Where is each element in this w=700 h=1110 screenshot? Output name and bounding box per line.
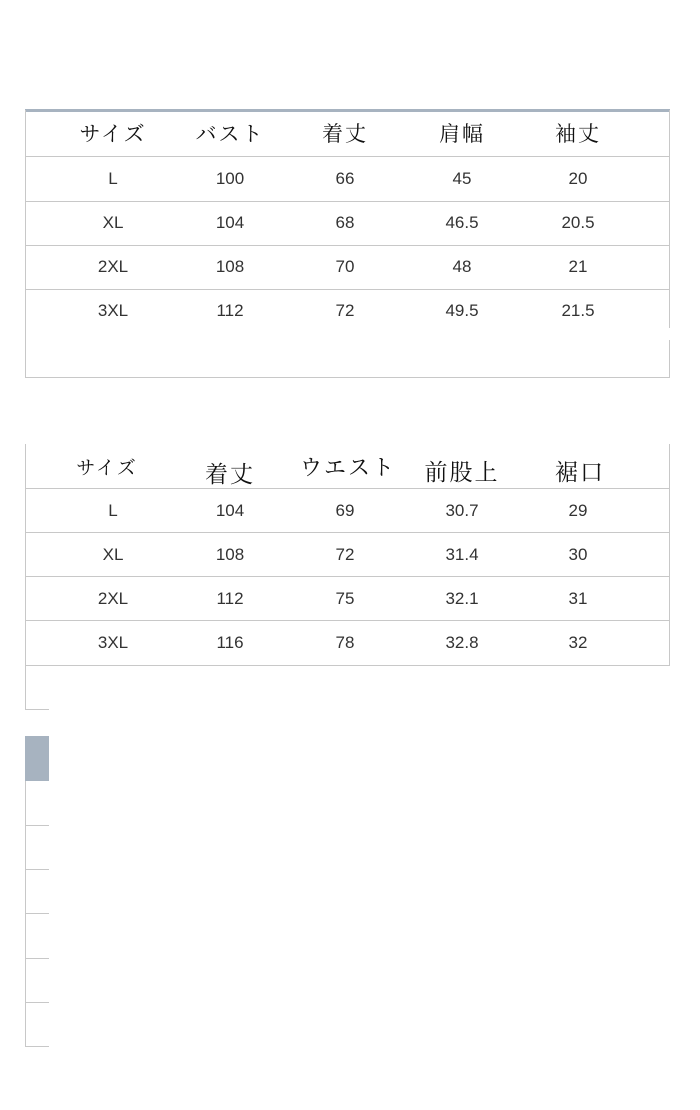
divider [25, 245, 670, 246]
table-row [25, 157, 670, 201]
cell-length: 116 [216, 633, 244, 652]
cell-size: XL [102, 213, 124, 232]
table-row [25, 201, 670, 245]
divider [25, 869, 49, 870]
cell-bust: 100 [215, 169, 245, 188]
divider [25, 958, 49, 959]
divider [25, 620, 670, 621]
cell-length: 66 [335, 169, 355, 188]
cell-length: 68 [335, 213, 355, 232]
divider [25, 201, 670, 202]
divider [25, 156, 670, 157]
cell-front-rise: 32.1 [445, 589, 479, 608]
cell-shoulder: 48 [452, 257, 472, 276]
cell-hem: 32 [568, 633, 588, 652]
divider [25, 665, 670, 666]
table-header-row [25, 110, 670, 156]
cell-size: L [108, 501, 118, 520]
divider [25, 709, 49, 710]
header-sleeve: 袖丈 [555, 122, 601, 146]
table-row [25, 621, 670, 665]
cell-shoulder: 45 [452, 169, 472, 188]
cell-size: XL [102, 545, 124, 564]
table-1-right-border-lower [669, 340, 670, 378]
divider [25, 576, 670, 577]
header-length: 着丈 [205, 461, 255, 488]
header-front-rise: 前股上 [424, 459, 500, 486]
cell-waist: 69 [335, 501, 355, 520]
header-bust: バスト [195, 122, 265, 146]
cell-length: 112 [216, 589, 244, 608]
divider [25, 488, 670, 489]
cell-front-rise: 31.4 [445, 545, 479, 564]
cell-length: 104 [215, 501, 245, 520]
divider [25, 377, 670, 378]
cell-hem: 31 [568, 589, 588, 608]
cell-sleeve: 20.5 [561, 213, 595, 232]
table-row [25, 577, 670, 621]
cell-size: L [108, 169, 118, 188]
header-length: 着丈 [322, 122, 368, 146]
cell-sleeve: 21.5 [561, 301, 595, 320]
table-row [25, 245, 670, 289]
divider [25, 289, 670, 290]
table-3-header-accent [25, 736, 49, 781]
cell-size: 2XL [97, 589, 129, 608]
cell-length: 108 [215, 545, 245, 564]
cell-sleeve: 21 [568, 257, 588, 276]
cell-size: 3XL [97, 301, 129, 320]
cell-front-rise: 30.7 [445, 501, 479, 520]
divider [25, 1046, 49, 1047]
header-size: サイズ [79, 122, 147, 146]
cell-shoulder: 49.5 [445, 301, 479, 320]
cell-shoulder: 46.5 [445, 213, 479, 232]
table-row [25, 489, 670, 533]
cell-length: 72 [335, 301, 355, 320]
divider [25, 913, 49, 914]
cell-sleeve: 20 [568, 169, 588, 188]
cell-hem: 30 [568, 545, 588, 564]
header-size: サイズ [76, 456, 138, 479]
header-waist: ウエスト [299, 455, 397, 481]
table-3-left-border [25, 781, 26, 1047]
header-shoulder: 肩幅 [439, 122, 485, 146]
cell-waist: 75 [335, 589, 355, 608]
table-row [25, 289, 670, 333]
header-hem: 裾口 [555, 459, 605, 486]
cell-size: 3XL [97, 633, 129, 652]
table-row [25, 533, 670, 577]
cell-front-rise: 32.8 [445, 633, 479, 652]
divider [25, 1002, 49, 1003]
cell-hem: 29 [568, 501, 588, 520]
table-header-row [25, 444, 670, 488]
cell-bust: 112 [216, 301, 244, 320]
cell-length: 70 [335, 257, 355, 276]
cell-waist: 72 [335, 545, 355, 564]
cell-waist: 78 [335, 633, 355, 652]
divider [25, 532, 670, 533]
divider [25, 825, 49, 826]
cell-bust: 108 [215, 257, 245, 276]
cell-bust: 104 [215, 213, 245, 232]
cell-size: 2XL [97, 257, 129, 276]
